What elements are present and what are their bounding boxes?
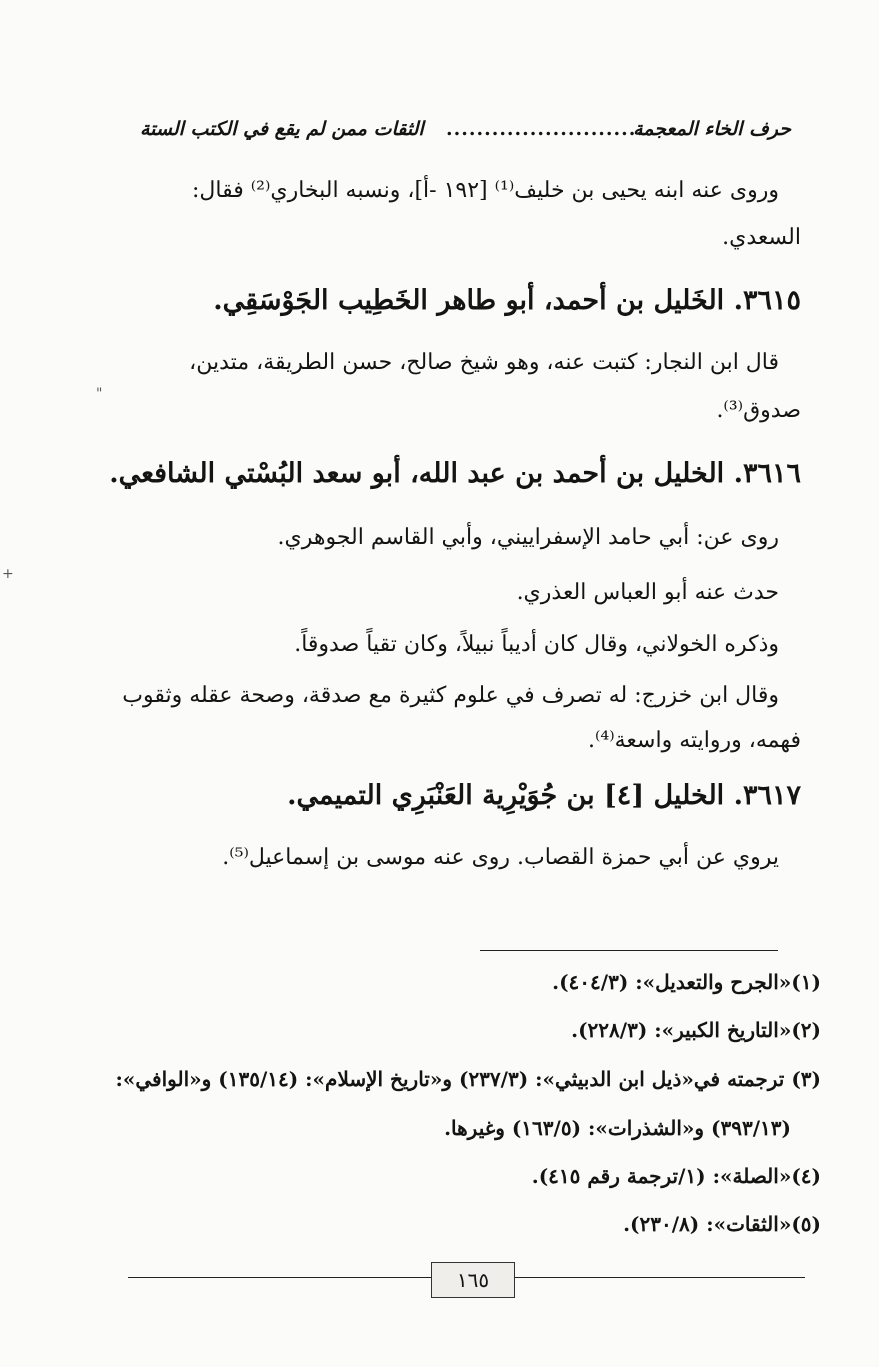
- entry-3615-line-2: صدوق⁽³⁾.: [716, 398, 801, 423]
- page-number: ١٦٥: [431, 1262, 515, 1298]
- scan-speck: ": [96, 386, 103, 402]
- intro-line-1: وروى عنه ابنه يحيى بن خليف⁽¹⁾ [١٩٢ -أ]، ونسبه البخاري⁽²⁾ فقال:: [191, 178, 779, 203]
- entry-3616-line-5: فهمه، وروايته واسعة⁽⁴⁾.: [587, 728, 801, 753]
- intro-line-2: السعدي.: [722, 225, 801, 250]
- footnote-3-line-1: (٣) ترجمته في«ذيل ابن الدبيثي»: (٢٣٧/٣) و«تاريخ الإسلام»: (١٣٥/١٤) و«الوافي»:: [115, 1067, 821, 1091]
- footnote-1: (١)«الجرح والتعديل»: (٤٠٤/٣).: [552, 970, 821, 994]
- footnote-5: (٥)«الثقات»: (٢٣٠/٨).: [623, 1212, 821, 1236]
- footnote-separator: [480, 950, 778, 951]
- entry-3616-heading: ٣٦١٦. الخليل بن أحمد بن عبد الله، أبو سعد البُسْتي الشافعي.: [109, 458, 801, 489]
- entry-3616-line-1: روى عن: أبي حامد الإسفراييني، وأبي القاسم الجوهري.: [277, 525, 779, 550]
- bottom-rule-right: [513, 1277, 805, 1278]
- entry-3615-line-1: قال ابن النجار: كتبت عنه، وهو شيخ صالح، حسن الطريقة، متدين،: [189, 350, 779, 375]
- entry-3617-heading: ٣٦١٧. الخليل [٤] بن جُوَيْرِية العَنْبَرِي التميمي.: [287, 780, 801, 811]
- bottom-rule-left: [128, 1277, 431, 1278]
- entry-3615-heading: ٣٦١٥. الخَليل بن أحمد، أبو طاهر الخَطِيب الجَوْسَقِي.: [213, 285, 801, 316]
- entry-3616-line-4: وقال ابن خزرج: له تصرف في علوم كثيرة مع صدقة، وصحة عقله وثقوب: [122, 683, 779, 708]
- footnote-2: (٢)«التاريخ الكبير»: (٢٢٨/٣).: [571, 1018, 821, 1042]
- entry-3616-line-2: حدث عنه أبو العباس العذري.: [516, 580, 779, 605]
- footnote-3-line-2: (٣٩٣/١٣) و«الشذرات»: (١٦٣/٥) وغيرها.: [444, 1116, 791, 1140]
- footnote-4: (٤)«الصلة»: (١/ترجمة رقم ٤١٥).: [531, 1164, 821, 1188]
- header-book-title: الثقات ممن لم يقع في الكتب الستة: [140, 118, 424, 140]
- entry-3616-line-3: وذكره الخولاني، وقال كان أديباً نبيلاً، وكان تقياً صدوقاً.: [294, 632, 779, 657]
- header-chapter-title: حرف الخاء المعجمة: [633, 118, 791, 140]
- entry-3617-line-1: يروي عن أبي حمزة القصاب. روى عنه موسى بن إسماعيل⁽⁵⁾.: [222, 845, 779, 870]
- header-dot-leader: ..........................: [446, 118, 644, 140]
- scan-speck: +: [2, 566, 14, 582]
